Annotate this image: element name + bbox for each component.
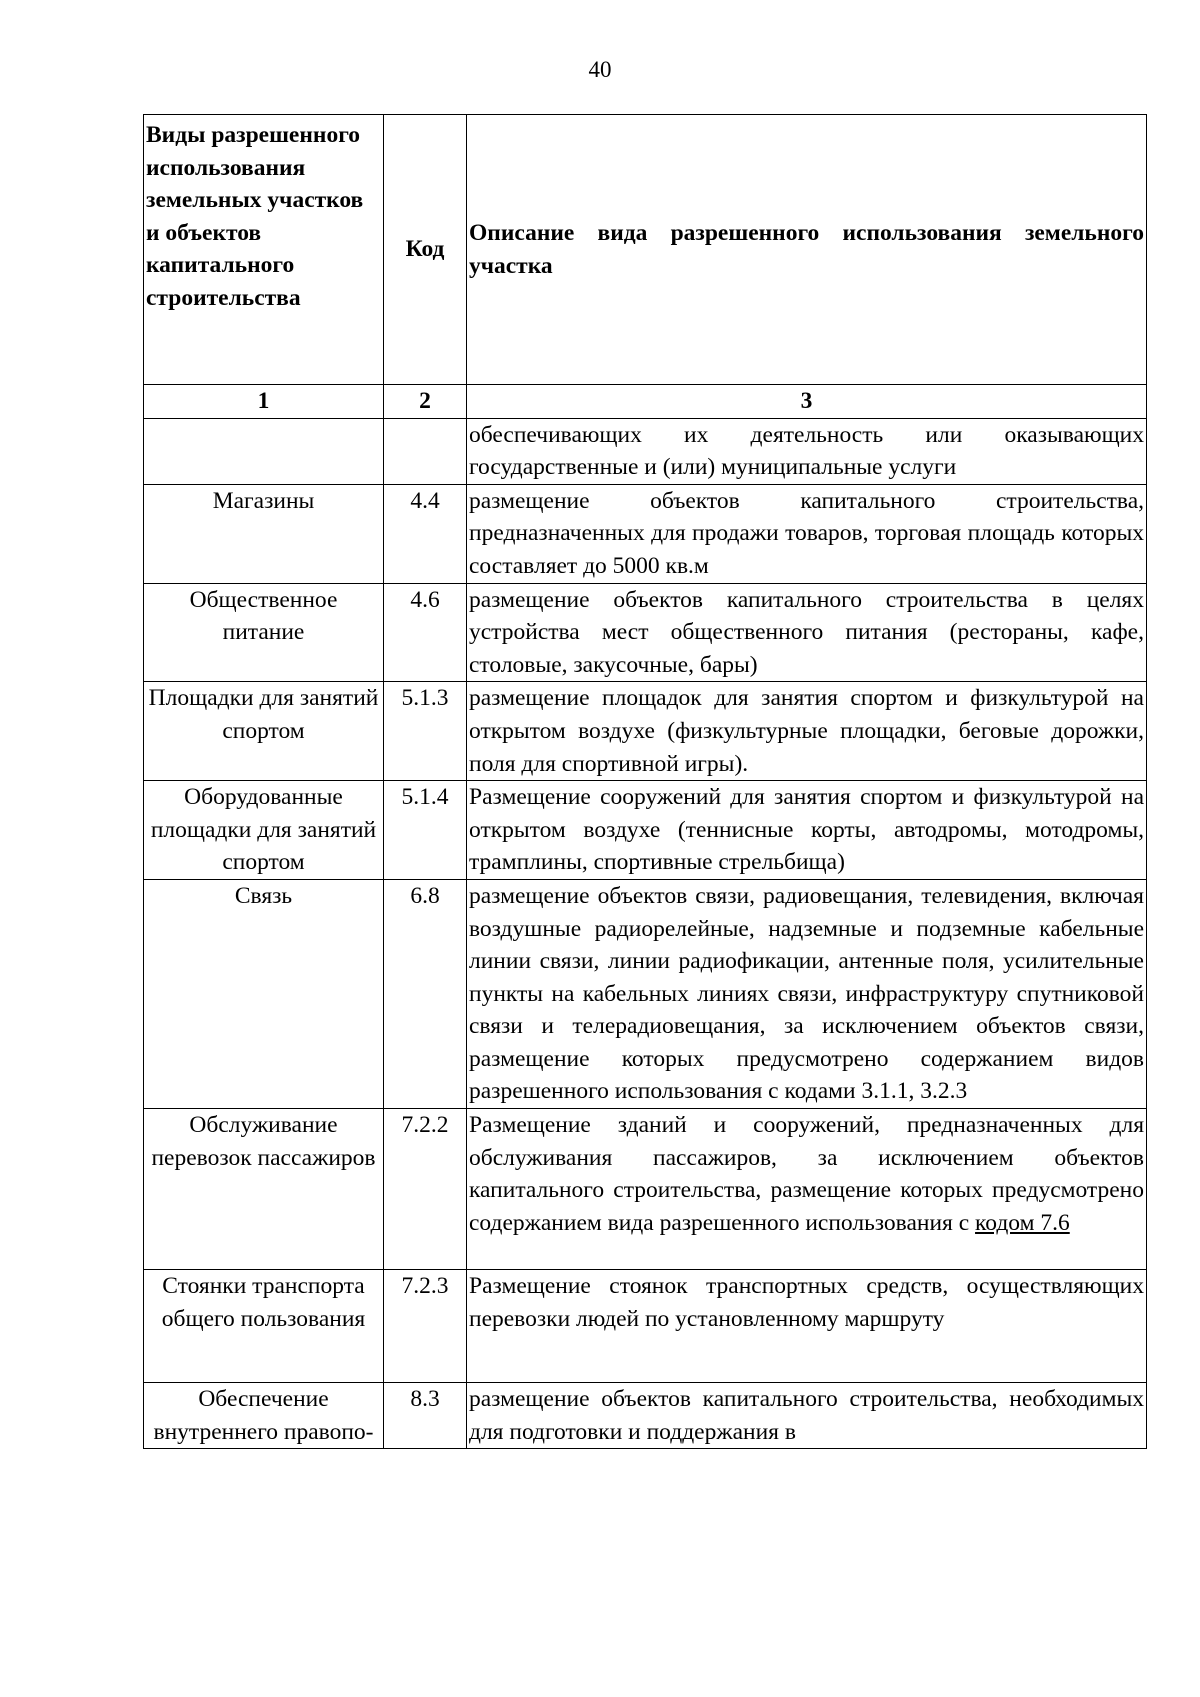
row-description: размещение объектов капитального строительства, необходимых для подготовки и поддержания в [467,1383,1147,1449]
row-description: размещение объектов капитального строительства в целях устройства мест общественного питания (рестораны, кафе, столовые, закусочные, бары) [467,583,1147,682]
row-code: 7.2.3 [384,1270,467,1383]
column-number: 1 [144,385,384,419]
row-code: 4.4 [384,484,467,583]
row-code: 6.8 [384,879,467,1108]
row-description: размещение объектов капитального строительства, предназначенных для продажи товаров, торговая площадь которых составляет до 5000 кв.м [467,484,1147,583]
table-row [144,1270,1147,1383]
column-number: 2 [384,385,467,419]
row-kind: Обслуживание перевозок пассажиров [144,1109,384,1270]
table-row [144,879,1147,1108]
row-kind: Площадки для занятий спортом [144,682,384,781]
header-kind: Виды разрешенного использования земельных участков и объектов капитального строительства [144,115,384,385]
row-code: 7.2.2 [384,1109,467,1270]
table-row [144,583,1147,682]
row-description-text: Размещение зданий и сооружений, предназначенных для обслуживания пассажиров, за исключением объектов капитального строительства, размещение которых предусмотрено содержанием вида разрешенного использования с [469,1112,1144,1236]
table-header-row [144,115,1147,385]
row-description: обеспечивающих их деятельность или оказывающих государственные и (или) муниципальные услуги [467,418,1147,484]
row-code: 5.1.3 [384,682,467,781]
page-number: 40 [588,57,612,82]
row-kind: Общественное питание [144,583,384,682]
row-code [384,418,467,484]
row-description: Размещение стоянок транспортных средств, осуществляющих перевозки людей по установленному маршруту [467,1270,1147,1383]
row-kind: Стоянки транспорта общего пользования [144,1270,384,1383]
table-row [144,1383,1147,1449]
header-code: Код [384,115,467,385]
table-row [144,781,1147,880]
column-number: 3 [467,385,1147,419]
row-description: размещение площадок для занятия спортом и физкультурой на открытом воздухе (физкультурные площадки, беговые дорожки, поля для спортивной игры). [467,682,1147,781]
row-description: Размещение сооружений для занятия спортом и физкультурой на открытом воздухе (теннисные корты, автодромы, мотодромы, трамплины, спортивные стрельбища) [467,781,1147,880]
row-code: 8.3 [384,1383,467,1449]
row-code: 5.1.4 [384,781,467,880]
row-description: размещение объектов связи, радиовещания, телевидения, включая воздушные радиорелейные, надземные и подземные кабельные линии связи, линии радиофикации, антенные поля, усилительные пункты на кабельных линиях связи, инфраструктуру спутниковой связи и телерадиовещания, за исключением объектов связи, размещение которых предусмотрено содержанием видов разрешенного использования с кодами 3.1.1, 3.2.3 [467,879,1147,1108]
table-row [144,418,1147,484]
row-kind: Обеспечение внутреннего правопо- [144,1383,384,1449]
row-kind: Оборудованные площадки для занятий спортом [144,781,384,880]
code-reference-link[interactable]: кодом 7.6 [975,1209,1070,1236]
table-row [144,1109,1147,1270]
table-row [144,484,1147,583]
row-kind: Магазины [144,484,384,583]
land-use-table [143,114,1147,1449]
table-row [144,682,1147,781]
row-code: 4.6 [384,583,467,682]
row-description [467,1109,1147,1270]
column-number-row [144,385,1147,419]
header-description: Описание вида разрешенного использования земельного участка [467,115,1147,385]
row-kind [144,418,384,484]
row-kind: Связь [144,879,384,1108]
